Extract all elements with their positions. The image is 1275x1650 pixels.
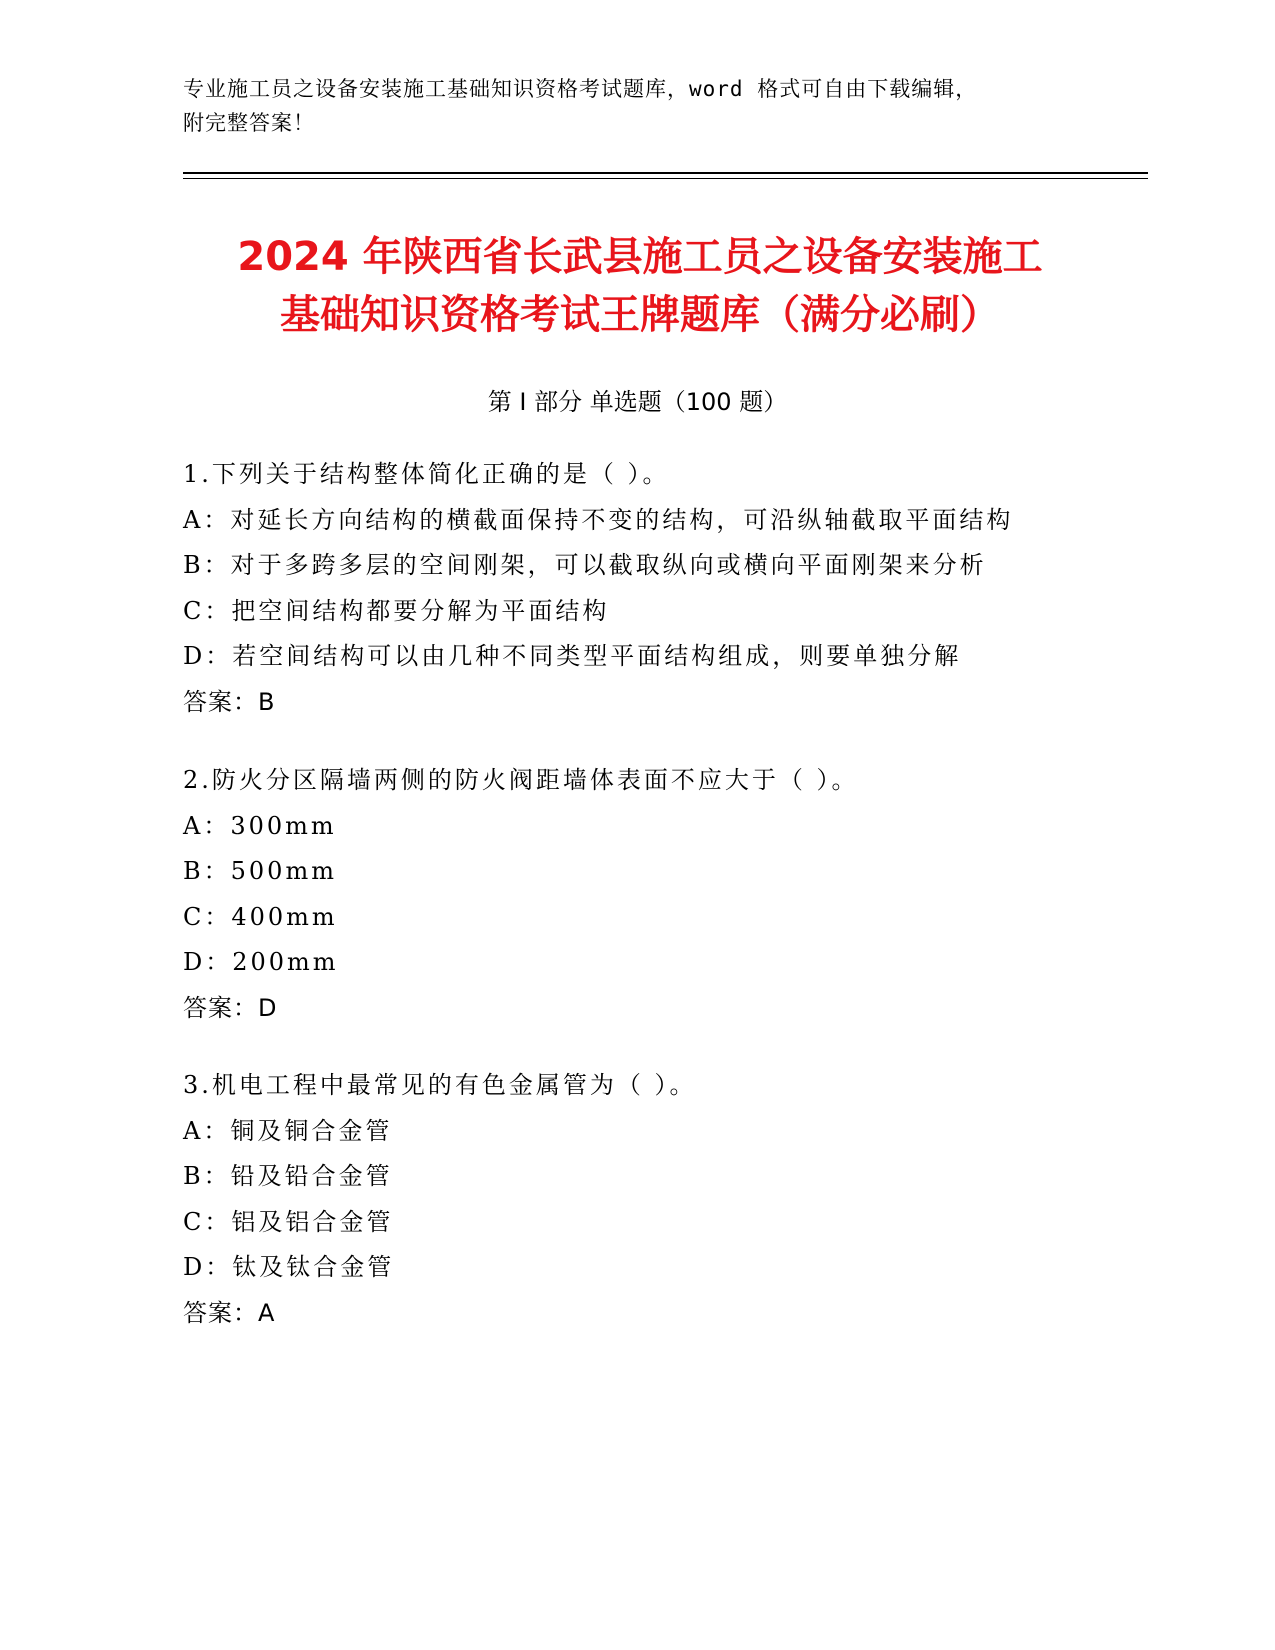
option-b: B：对于多跨多层的空间刚架，可以截取纵向或横向平面刚架来分析 (183, 551, 987, 579)
answer: 答案：A (183, 1298, 276, 1327)
option-c: C：铝及铝合金管 (183, 1207, 394, 1236)
header-divider-thick (183, 172, 1148, 174)
question-1 (183, 452, 1133, 725)
option-a: A：铜及铜合金管 (183, 1116, 393, 1145)
question-3 (183, 1063, 1133, 1336)
option-d: D：若空间结构可以由几种不同类型平面结构组成，则要单独分解 (183, 642, 962, 670)
option-d: D：200mm (183, 948, 339, 976)
document-title (180, 228, 1100, 344)
header-divider-thin (183, 178, 1148, 179)
document-title-line-2: 基础知识资格考试王牌题库（满分必刷） (280, 292, 1000, 338)
answer: 答案：D (183, 993, 278, 1022)
option-d: D：钛及钛合金管 (183, 1253, 395, 1281)
question-stem: 2.防火分区隔墙两侧的防火阀距墙体表面不应大于（ ）。 (183, 766, 859, 794)
option-b: B：500mm (183, 857, 337, 885)
option-a: A：300mm (183, 811, 337, 840)
option-a: A：对延长方向结构的横截面保持不变的结构，可沿纵轴截取平面结构 (183, 505, 1014, 534)
option-c: C：400mm (183, 902, 338, 931)
option-c: C：把空间结构都要分解为平面结构 (183, 596, 610, 625)
header-note-line-2: 附完整答案！ (183, 111, 315, 135)
question-stem: 3.机电工程中最常见的有色金属管为（ ）。 (183, 1071, 697, 1099)
answer: 答案：B (183, 687, 276, 716)
question-2 (183, 758, 1133, 1031)
header-note (183, 72, 1083, 140)
option-b: B：铅及铅合金管 (183, 1162, 393, 1190)
question-stem: 1.下列关于结构整体简化正确的是（ ）。 (183, 460, 670, 488)
section-heading: 第 I 部分 单选题（100 题） (487, 388, 788, 416)
header-note-line-1: 专业施工员之设备安装施工基础知识资格考试题库，word 格式可自由下载编辑， (183, 77, 978, 101)
document-title-line-1: 2024 年陕西省长武县施工员之设备安装施工 (237, 234, 1043, 280)
